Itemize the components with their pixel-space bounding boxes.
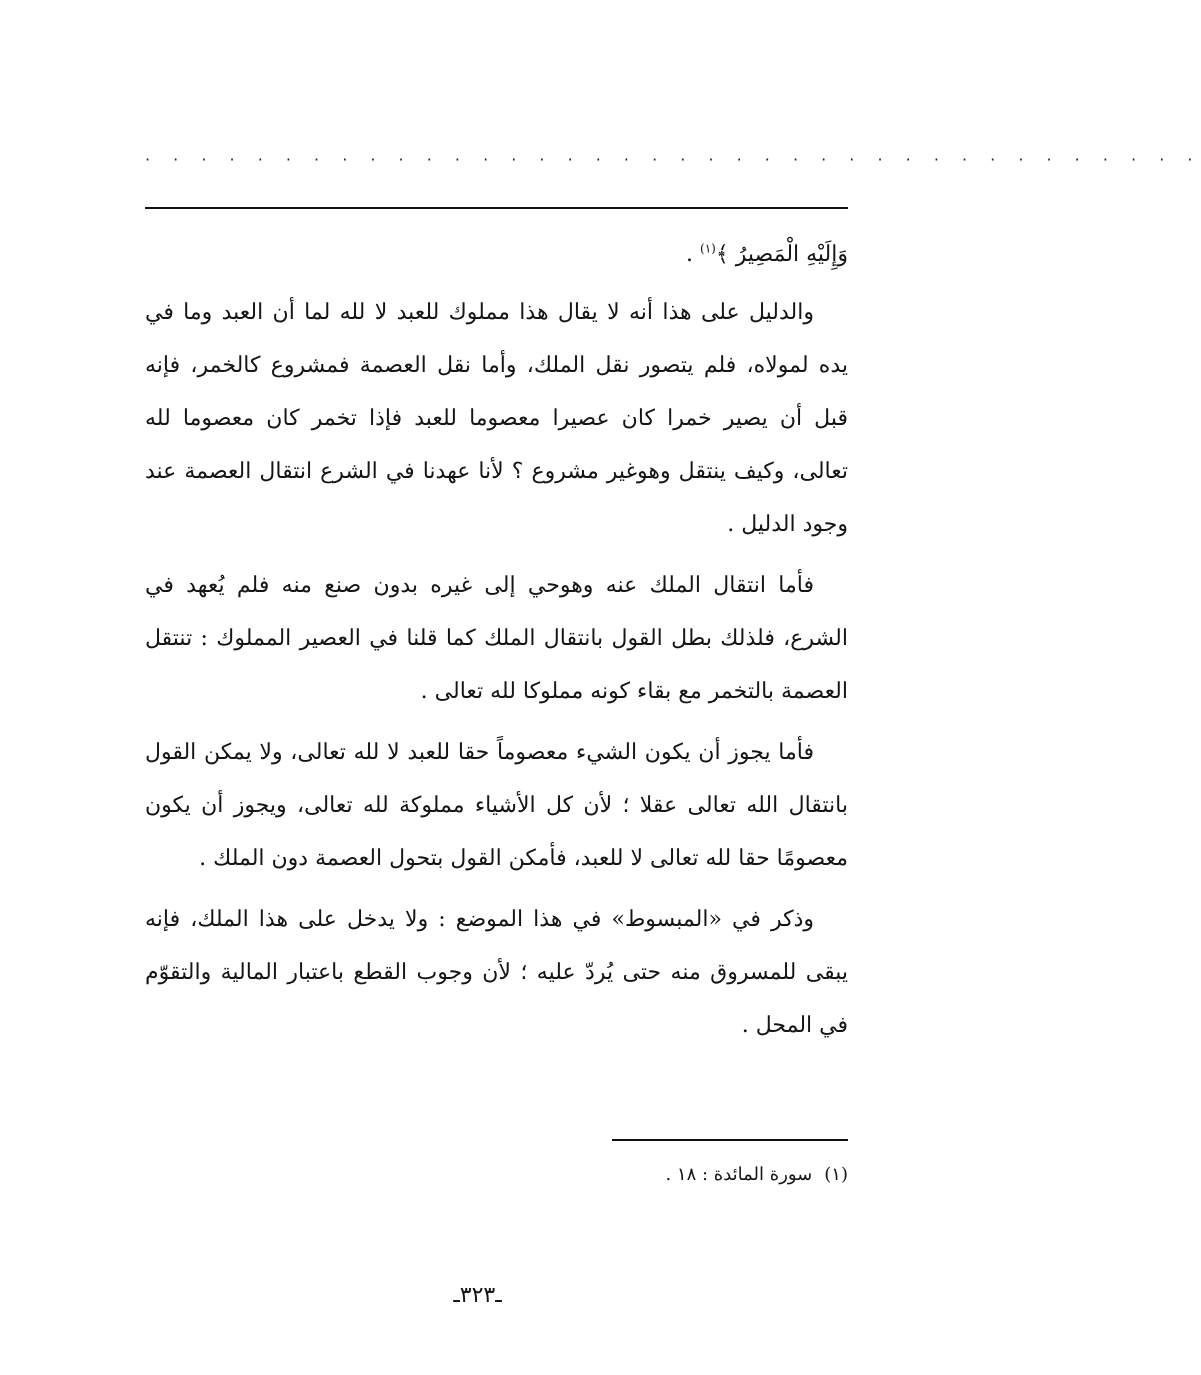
- footnote-marker: (١): [824, 1164, 848, 1185]
- verse-line: [145, 228, 848, 281]
- paragraph-3: فأما يجوز أن يكون الشيء معصوماً حقا للعبد لا لله تعالى، ولا يمكن القول بانتقال الله تعالى عقلا ؛ لأن كل الأشياء مملوكة لله تعالى، ويجوز أن يكون معصومًا حقا لله تعالى لا للعبد، فأمكن القول بتحول العصمة دون الملك .: [145, 740, 848, 871]
- verse-text: وَإِلَيْهِ الْمَصِيرُ ﴾: [715, 242, 848, 267]
- verse-tail: .: [686, 242, 701, 267]
- header-rule: [145, 207, 848, 209]
- main-text: [145, 228, 848, 1057]
- header-dotted-line: · · · · · · · · · · · · · · · · · · · · · · · · · · · · · · · · · · · · · ·: [145, 150, 1201, 169]
- footnote-text: سورة المائدة : ١٨ .: [665, 1164, 813, 1185]
- paragraph-2: فأما انتقال الملك عنه وهوحي إلى غيره بدون صنع منه فلم يُعهد في الشرع، فلذلك بطل القول بانتقال الملك كما قلنا في العصير المملوك : تنتقل العصمة بالتخمر مع بقاء كونه مملوكا لله تعالى .: [145, 573, 848, 704]
- paragraph-4: وذكر في «المبسوط» في هذا الموضع : ولا يدخل على هذا الملك، فإنه يبقى للمسروق منه حتى يُردّ عليه ؛ لأن وجوب القطع باعتبار المالية والتقوّم في المحل .: [145, 907, 848, 1038]
- footnote-rule: [612, 1139, 848, 1141]
- footnote: [145, 1160, 848, 1190]
- footnote-reference: (١): [700, 241, 716, 256]
- paragraph-1: والدليل على هذا أنه لا يقال هذا مملوك للعبد لا لله لما أن العبد وما في يده لمولاه، فلم يتصور نقل الملك، وأما نقل العصمة فمشروع كالخمر، فإنه قبل أن يصير خمرا كان عصيرا معصوما للعبد فإذا تخمر كان معصوما لله تعالى، وكيف ينتقل وهوغير مشروع ؟ لأنا عهدنا في الشرع انتقال العصمة عند وجود الدليل .: [145, 300, 848, 537]
- page-number: ـ٣٢٣ـ: [453, 1283, 502, 1308]
